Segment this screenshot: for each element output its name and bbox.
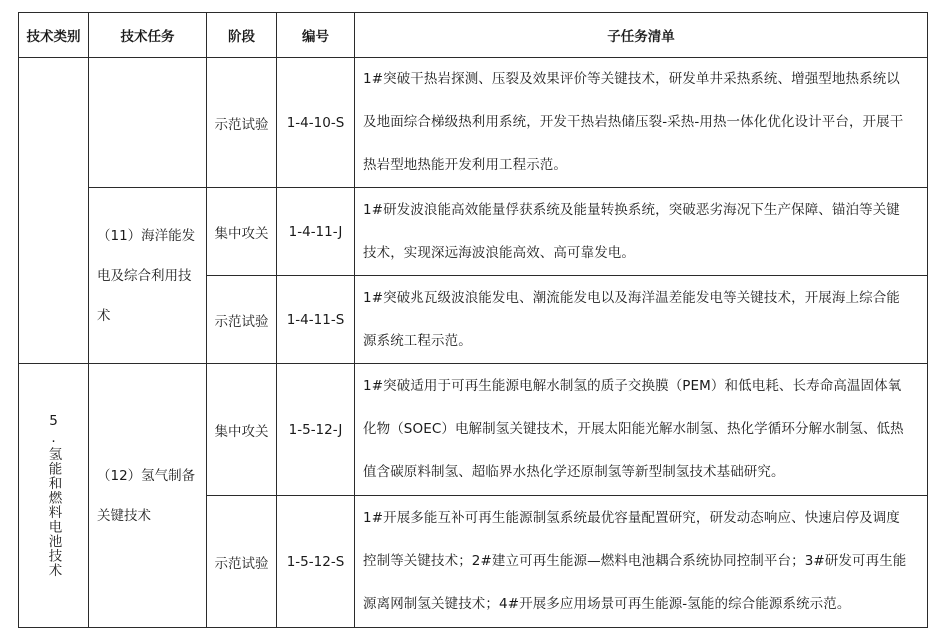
stage-cell: 示范试验 [207, 276, 277, 364]
subtasks-cell: 1#研发波浪能高效能量俘获系统及能量转换系统，突破恶劣海况下生产保障、锚泊等关键技术，实现深远海波浪能高效、高可靠发电。 [355, 188, 928, 276]
header-code: 编号 [277, 13, 355, 58]
code-cell: 1-5-12-J [277, 364, 355, 496]
subtasks-cell: 1#突破适用于可再生能源电解水制氢的质子交换膜（PEM）和低电耗、长寿命高温固体氧化物（SOEC）电解制氢关键技术，开展太阳能光解水制氢、热化学循环分解水制氢、低热值含碳原料制氢、超临界水热化学还原制氢等新型制氢技术基础研究。 [355, 364, 928, 496]
stage-cell: 集中攻关 [207, 188, 277, 276]
tech-task-table [18, 12, 928, 628]
task-cell-empty [89, 58, 207, 188]
stage-cell: 集中攻关 [207, 364, 277, 496]
table-row [19, 58, 928, 188]
category-cell-empty [19, 58, 89, 364]
code-cell: 1-4-10-S [277, 58, 355, 188]
header-subtasks: 子任务清单 [355, 13, 928, 58]
subtasks-cell: 1#突破干热岩探测、压裂及效果评价等关键技术，研发单井采热系统、增强型地热系统以及地面综合梯级热利用系统，开发干热岩热储压裂-采热-用热一体化优化设计平台，开展干热岩型地热能开发利用工程示范。 [355, 58, 928, 188]
header-stage: 阶段 [207, 13, 277, 58]
category-cell [19, 364, 89, 628]
stage-cell: 示范试验 [207, 58, 277, 188]
code-cell: 1-5-12-S [277, 496, 355, 628]
header-category: 技术类别 [19, 13, 89, 58]
subtasks-cell: 1#开展多能互补可再生能源制氢系统最优容量配置研究，研发动态响应、快速启停及调度控制等关键技术；2#建立可再生能源—燃料电池耦合系统协同控制平台；3#研发可再生能源离网制氢关键技术；4#开展多应用场景可再生能源-氢能的综合能源系统示范。 [355, 496, 928, 628]
header-task: 技术任务 [89, 13, 207, 58]
table-row [19, 364, 928, 496]
header-row [19, 13, 928, 58]
table-row [19, 188, 928, 276]
code-cell: 1-4-11-J [277, 188, 355, 276]
code-cell: 1-4-11-S [277, 276, 355, 364]
task-cell: （11）海洋能发电及综合利用技术 [89, 188, 207, 364]
category-label: 5.氢能和燃料电池技术 [45, 413, 62, 578]
task-cell: （12）氢气制备关键技术 [89, 364, 207, 628]
subtasks-cell: 1#突破兆瓦级波浪能发电、潮流能发电以及海洋温差能发电等关键技术，开展海上综合能源系统工程示范。 [355, 276, 928, 364]
stage-cell: 示范试验 [207, 496, 277, 628]
